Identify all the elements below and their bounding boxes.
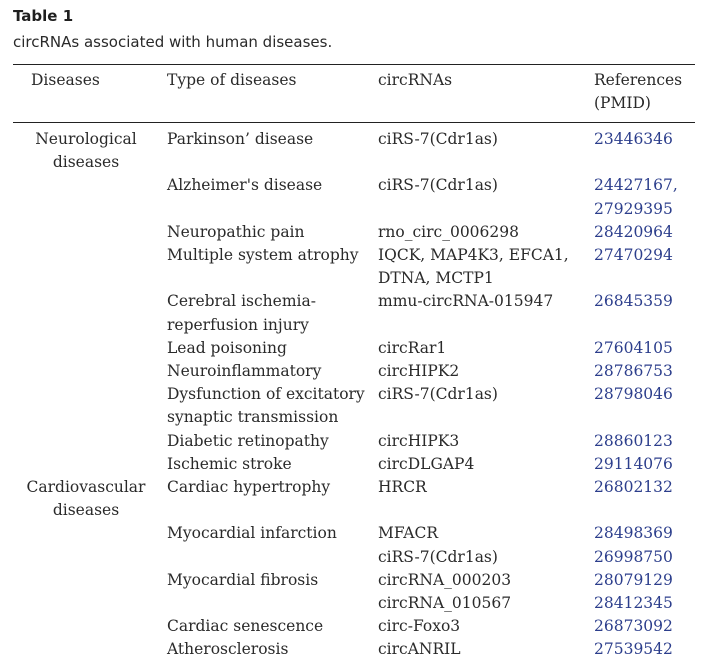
disease-group-empty	[13, 221, 167, 244]
reference-pmid-link[interactable]: 29114076	[594, 454, 673, 473]
table-row	[13, 546, 695, 569]
disease-group-empty	[13, 522, 167, 545]
disease-group-empty	[13, 430, 167, 453]
disease-type-cell: Cerebral ischemia-reperfusion injury	[167, 292, 316, 334]
circrna-cell: ciRS-7(Cdr1as)	[378, 176, 498, 195]
table-row	[13, 615, 695, 638]
circrna-cell: ciRS-7(Cdr1as)	[378, 547, 498, 566]
reference-pmid-link[interactable]: 23446346	[594, 130, 673, 148]
circrna-cell: circRNA_010567	[378, 594, 512, 613]
disease-group-empty	[13, 337, 167, 360]
header-diseases: Diseases	[31, 71, 100, 89]
table-row	[13, 360, 695, 383]
table-body	[13, 121, 695, 662]
reference-pmid-link[interactable]: 28498369	[594, 524, 673, 543]
table-row	[13, 430, 695, 453]
table-row	[13, 383, 695, 429]
table-row	[13, 128, 695, 174]
disease-type-cell	[167, 592, 378, 615]
table-row	[13, 244, 695, 290]
reference-pmid-link[interactable]: 26845359	[594, 292, 673, 311]
reference-pmid-link[interactable]: 26998750	[594, 547, 673, 566]
disease-type-cell: Neuroinflammatory	[167, 362, 322, 381]
table-row	[13, 638, 695, 661]
disease-type-cell: Myocardial fibrosis	[167, 570, 319, 589]
header-circrnas: circRNAs	[378, 71, 453, 89]
circrna-cell: circRNA_000203	[378, 570, 512, 589]
disease-group-empty	[13, 383, 167, 429]
reference-pmid-link[interactable]: 28786753	[594, 362, 673, 381]
circrna-cell: MFACR	[378, 524, 439, 543]
disease-group-empty	[13, 174, 167, 220]
table-row	[13, 174, 695, 220]
table-row	[13, 290, 695, 336]
disease-group-empty	[13, 569, 167, 592]
table-row	[13, 476, 695, 522]
disease-type-cell	[167, 546, 378, 569]
disease-type-cell: Diabetic retinopathy	[167, 431, 329, 450]
disease-type-cell: Lead poisoning	[167, 338, 287, 357]
reference-pmid-link[interactable]: 26873092	[594, 617, 673, 636]
header-references: References (PMID)	[594, 71, 683, 113]
header-row	[13, 66, 695, 121]
reference-pmid-link[interactable]: 24427167, 27929395	[594, 176, 678, 218]
disease-type-cell: Cardiac hypertrophy	[167, 478, 331, 497]
reference-pmid-link[interactable]: 26802132	[594, 478, 673, 497]
disease-group-name: Cardiovascular diseases	[26, 478, 146, 520]
disease-type-cell: Multiple system atrophy	[167, 246, 359, 265]
spacer-row	[13, 121, 695, 128]
circrna-cell: rno_circ_0006298	[378, 222, 519, 241]
table-top-rule	[13, 64, 695, 65]
disease-type-cell: Neuropathic pain	[167, 222, 305, 241]
disease-type-cell: Parkinson’ disease	[167, 130, 314, 148]
disease-group-empty	[13, 592, 167, 615]
circrna-cell: circRar1	[378, 338, 447, 357]
circrna-cell: circANRIL	[378, 640, 461, 659]
reference-pmid-link[interactable]: 27604105	[594, 338, 673, 357]
disease-group-empty	[13, 360, 167, 383]
disease-group-empty	[13, 453, 167, 476]
table-row	[13, 453, 695, 476]
circrna-cell: circ-Foxo3	[378, 617, 461, 636]
disease-type-cell: Cardiac senescence	[167, 617, 324, 636]
disease-type-cell: Alzheimer's disease	[167, 176, 323, 195]
disease-group-empty	[13, 290, 167, 336]
disease-type-cell: Dysfunction of excitatory synaptic transmission	[167, 385, 365, 427]
circrna-cell: ciRS-7(Cdr1as)	[378, 385, 498, 404]
table-row	[13, 221, 695, 244]
circrna-cell: ciRS-7(Cdr1as)	[378, 130, 498, 148]
reference-pmid-link[interactable]: 28798046	[594, 385, 673, 404]
disease-group-empty	[13, 615, 167, 638]
disease-type-cell: Ischemic stroke	[167, 454, 292, 473]
circrna-cell: circDLGAP4	[378, 454, 475, 473]
disease-group-empty	[13, 244, 167, 290]
circrna-cell: circHIPK2	[378, 362, 460, 381]
circrna-cell: HRCR	[378, 478, 427, 497]
table-label: Table 1	[13, 7, 74, 25]
table-row	[13, 522, 695, 545]
table-row	[13, 592, 695, 615]
circrna-cell: mmu-circRNA-015947	[378, 292, 554, 311]
disease-table	[13, 66, 695, 662]
reference-pmid-link[interactable]: 28412345	[594, 594, 673, 613]
disease-group-empty	[13, 546, 167, 569]
circrna-cell: IQCK, MAP4K3, EFCA1, DTNA, MCTP1	[378, 246, 569, 288]
reference-pmid-link[interactable]: 28079129	[594, 570, 673, 589]
reference-pmid-link[interactable]: 27539542	[594, 640, 673, 659]
table-row	[13, 569, 695, 592]
table-row	[13, 337, 695, 360]
disease-group-name: Neurological diseases	[35, 130, 137, 172]
disease-group-empty	[13, 638, 167, 661]
circrna-cell: circHIPK3	[378, 431, 460, 450]
reference-pmid-link[interactable]: 28420964	[594, 222, 673, 241]
reference-pmid-link[interactable]: 28860123	[594, 431, 673, 450]
header-type: Type of diseases	[167, 71, 297, 89]
disease-type-cell: Myocardial infarction	[167, 524, 337, 543]
disease-type-cell: Atherosclerosis	[167, 640, 289, 659]
reference-pmid-link[interactable]: 27470294	[594, 246, 673, 265]
table-caption: circRNAs associated with human diseases.	[13, 33, 333, 51]
